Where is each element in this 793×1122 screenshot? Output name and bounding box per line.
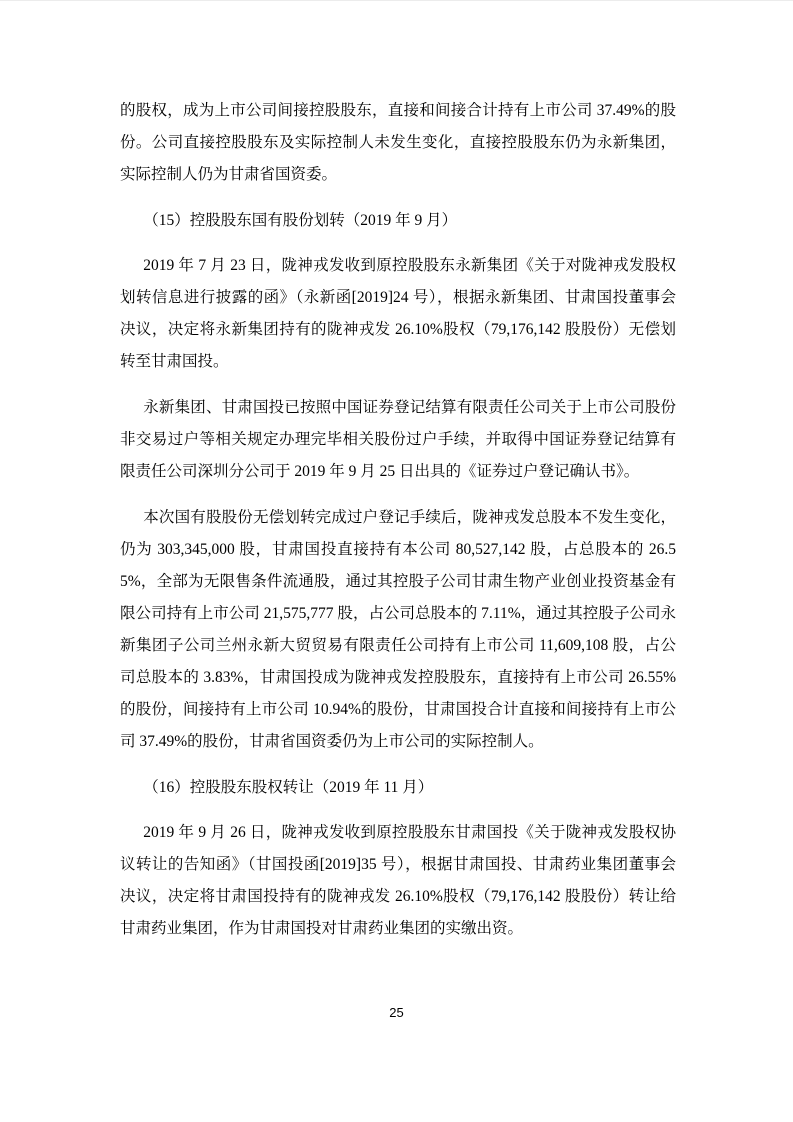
paragraph-shareholding-detail: 本次国有股股份无偿划转完成过户登记手续后，陇神戎发总股本不发生变化，仍为 303,345,000 股，甘肃国投直接持有本公司 80,527,142 股，占总股本的 26.55%，全部为无限售条件流通股，通过其控股子公司甘肃生物产业创业投资基金有限公司持有上市公司 21,575,777 股，占公司总股本的 7.11%，通过其控股子公司永新集团子公司兰州永新大贸贸易有限责任公司持有上市公司 11,609,108 股，占公司总股本的 3.83%，甘肃国投成为陇神戎发控股股东，直接持有上市公司 26.55%的股份，间接持有上市公司 10.94%的股份，甘肃国投合计直接和间接持有上市公司 37.49%的股份，甘肃省国资委仍为上市公司的实际控制人。	[120, 509, 676, 750]
paragraph-continuation: 的股权，成为上市公司间接控股股东，直接和间接合计持有上市公司 37.49%的股份。公司直接控股股东及实际控制人未发生变化，直接控股股东仍为永新集团，实际控制人仍为甘肃省国资委。	[120, 102, 676, 183]
paragraph-equity-transfer: 2019 年 9 月 26 日，陇神戎发收到原控股股东甘肃国投《关于陇神戎发股权协议转让的告知函》（甘国投函[2019]35 号），根据甘肃国投、甘肃药业集团董事会决议，决定将甘肃国投持有的陇神戎发 26.10%股权（79,176,142 股股份）转让给甘肃药业集团，作为甘肃国投对甘肃药业集团的实缴出资。	[120, 824, 676, 937]
paragraph-share-transfer-notice: 2019 年 7 月 23 日，陇神戎发收到原控股股东永新集团《关于对陇神戎发股权划转信息进行披露的函》（永新函[2019]24 号），根据永新集团、甘肃国投董事会决议，决定将永新集团持有的陇神戎发 26.10%股权（79,176,142 股股份）无偿划转至甘肃国投。	[120, 257, 676, 370]
page-content	[120, 95, 676, 959]
page-number: 25	[389, 1005, 404, 1020]
section-heading-15: （15）控股股东国有股份划转（2019 年 9 月）	[143, 212, 458, 229]
paragraph-registration-confirmation: 永新集团、甘肃国投已按照中国证券登记结算有限责任公司关于上市公司股份非交易过户等相关规定办理完毕相关股份过户手续，并取得中国证券登记结算有限责任公司深圳分公司于 2019 年 9 月 25 日出具的《证券过户登记确认书》。	[120, 399, 676, 480]
section-heading-16: （16）控股股东股权转让（2019 年 11 月）	[143, 779, 434, 796]
